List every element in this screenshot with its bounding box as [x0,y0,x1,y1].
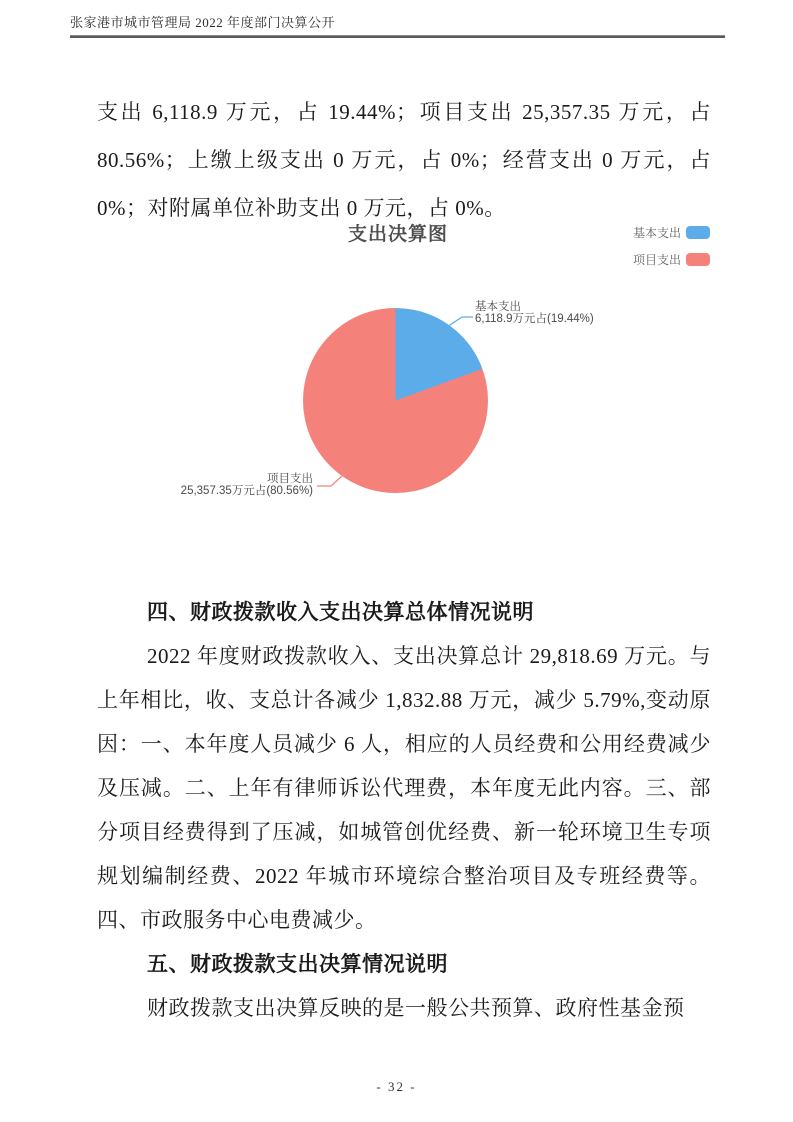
callout-line-project [317,475,343,486]
header-rule [70,35,725,38]
chart-title: 支出决算图 [348,224,449,245]
legend-swatch-project [686,253,710,266]
legend-label-basic: 基本支出 [632,226,681,240]
callout-project-name: 项目支出 [267,473,313,485]
document-header-title: 张家港市城市管理局 2022 年度部门决算公开 [70,15,336,30]
section-4-heading: 四、财政拨款收入支出决算总体情况说明 [147,600,534,624]
callout-project [181,474,313,497]
section-5-heading: 五、财政拨款支出决算情况说明 [147,952,448,976]
document-header [70,12,725,38]
chart-legend [633,224,710,278]
legend-label-project: 项目支出 [632,253,681,267]
intro-paragraph: 支出 6,118.9 万元，占 19.44%；项目支出 25,357.35 万元，占 80.56%；上缴上级支出 0 万元，占 0%；经营支出 0 万元，占 0%；对附属单位补助支出 0 万元，占 0%。 [97,100,711,220]
section-5-paragraph: 财政拨款支出决算反映的是一般公共预算、政府性基金预 [147,996,685,1020]
section-4-paragraph: 2022 年度财政拨款收入、支出决算总计 29,818.69 万元。与上年相比，收、支总计各减少 1,832.88 万元，减少 5.79%,变动原因：一、本年度人员减少 6 人，相应的人员经费和公用经费减少及压减。二、上年有律师诉讼代理费，本年度无此内容。三、部分项目经费得到了压减，如城管创优经费、新一轮环境卫生专项规划编制经费、2022 年城市环境综合整治项目及专班经费等。四、市政服务中心电费减少。 [97,644,711,932]
callout-basic-name: 基本支出 [475,301,521,313]
callout-project-value: 25,357.35万元占(80.56%) [180,484,313,497]
legend-item-basic [633,224,710,241]
page-number: - 32 - [376,1079,417,1094]
callout-basic [475,302,594,325]
callout-basic-value: 6,118.9万元占(19.44%) [475,312,594,325]
legend-swatch-basic [686,226,710,239]
legend-item-project [633,251,710,268]
text-sections [97,590,711,1030]
pie [303,308,488,493]
